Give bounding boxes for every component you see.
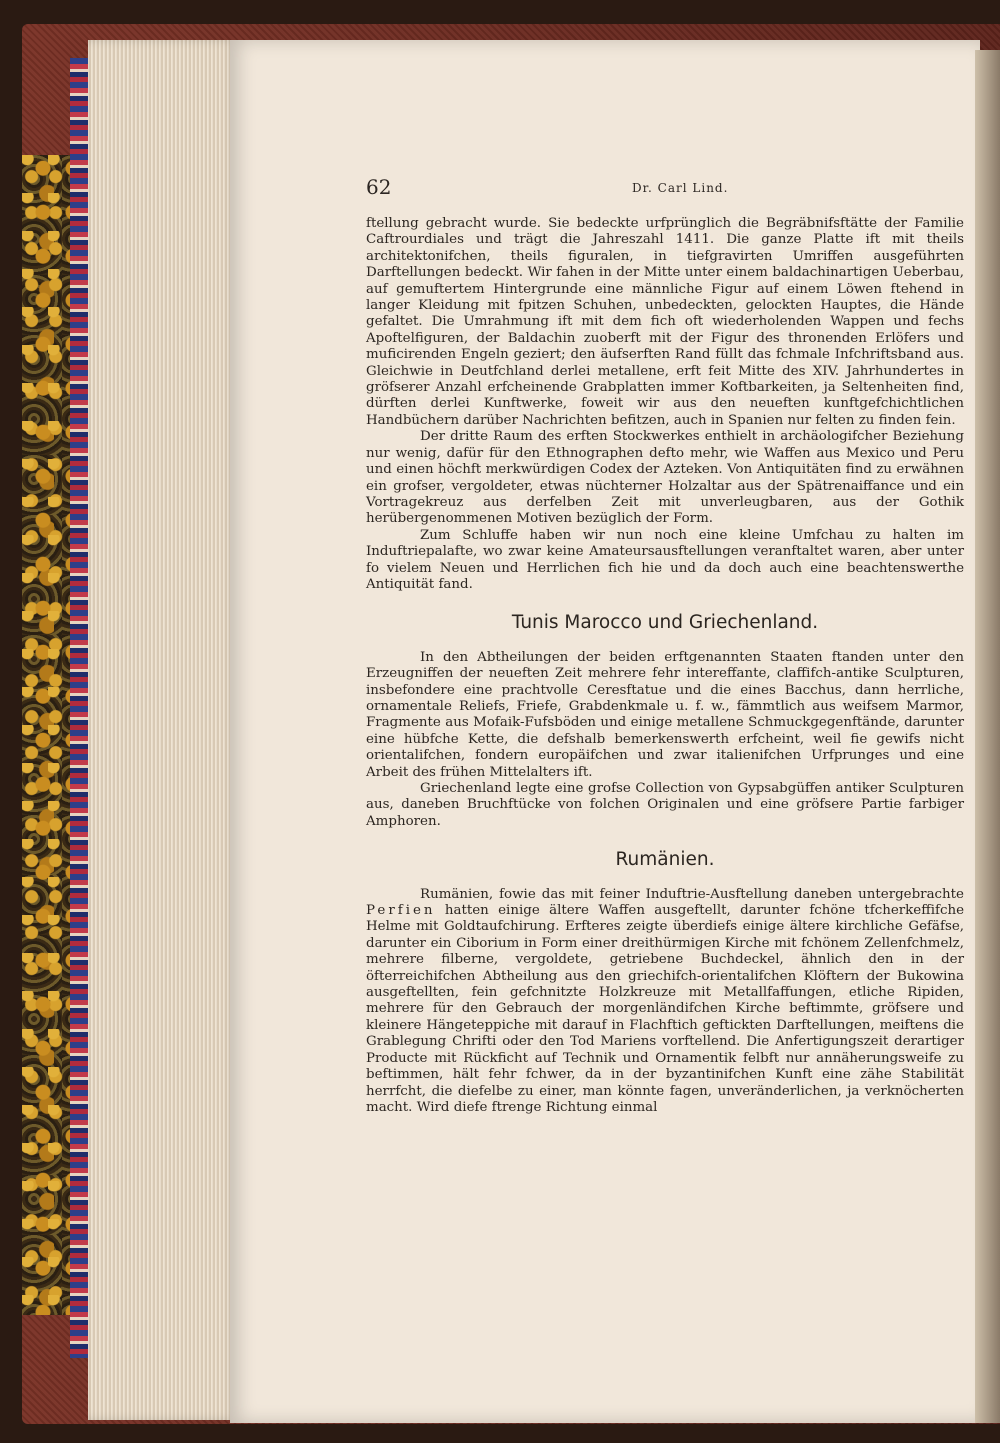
paragraph-text: Rumänien, fowie das mit feiner Induftrie-Ausftellung daneben untergebrachte <box>420 886 964 902</box>
page-stack-edge <box>88 40 238 1420</box>
page-number: 62 <box>366 175 392 199</box>
paragraph: In den Abtheilungen der beiden erftgenannten Staaten ftanden unter den Erzeugniffen der neueften Zeit mehrere fehr intereffante, claffifch-antike Sculpturen, insbefondere eine prachtvolle Ceresftatue und die eines Bacchus, dann herrliche, ornamentale Reliefs, Friefe, Grabdenkmale u. f. w., fämmtlich aus weifsem Marmor, Fragmente aus Mofaik-Fufsböden und einige metallene Schmuckgegenftände, darunter eine hübfche Kette, die defshalb bemerkenswerth erfcheint, weil fie gewifs nicht orientalifchen, fondern europäifchen und zwar italienifchen Urfprunges und eine Arbeit des frühen Mittelalters ift. <box>366 649 964 780</box>
page-header <box>366 175 966 205</box>
section-heading-tunis: Tunis Marocco und Griechenland. <box>511 612 819 634</box>
page-body <box>366 216 964 1116</box>
paragraph: ftellung gebracht wurde. Sie bedeckte urfprünglich die Begräbnifsftätte der Familie Caftrourdiales und trägt die Jahreszahl 1411. Die ganze Platte ift mit theils architektonifchen, theils figuralen, in tiefgravirten Umriffen ausgeführten Darftellungen bedeckt. Wir fahen in der Mitte unter einem baldachinartigen Ueberbau, auf gemuftertem Hintergrunde eine männliche Figur auf einem Löwen ftehend in langer Kleidung mit fpitzen Schuhen, unbedeckten, gelockten Hauptes, die Hände gefaltet. Die Umrahmung ift mit dem fich oft wiederholenden Wappen und fechs Apoftelfiguren, der Baldachin zuoberft mit der Figur des thronenden Erlöfers und muficirenden Engeln geziert; den äufserften Rand füllt das fchmale Infchriftsband aus. Gleichwie in Deutfchland derlei metallene, erft feit Mitte des XIV. Jahrhundertes in gröfserer Anzahl erfcheinende Grabplatten immer Koftbarkeiten, ja Seltenheiten find, dürften derlei Kunftwerke, foweit wir aus den neueften kunftgefchichtlichen Handbüchern darüber Nachrichten befitzen, auch in Spanien nur felten zu finden fein. <box>366 216 964 428</box>
paragraph: Griechenland legte eine grofse Collection von Gypsabgüffen antiker Sculpturen aus, daneben Bruchftücke von folchen Originalen und eine gröfsere Partie farbiger Amphoren. <box>366 781 964 829</box>
running-head: Dr. Carl Lind. <box>632 181 729 195</box>
spaced-word-persien: Perfien <box>366 903 436 919</box>
section-heading-rumaenien: Rumänien. <box>615 849 715 871</box>
paragraph-text: hatten einige ältere Waffen ausgeftellt, darunter fchöne tfcherkeffifche Helme mit Goldtaufchirung. Erfteres zeigte überdiefs einige ältere kirchliche Gefäfse, darunter ein Ciborium in Form einer dreithürmigen Kirche mit fchönem Zellenfchmelz, mehrere filberne, vergoldete, getriebene Buchdeckel, ähnlich den in der öfterreichifchen Abtheilung aus den griechifch-orientalifchen Klöftern der Bukowina ausgeftellten, fein gefchnitzte Holzkreuze mit Metallfaffungen, etliche Ripiden, mehrere für den Gebrauch der morgenländifchen Kirche beftimmte, gröfsere und kleinere Hängeteppiche mit darauf in Flachftich geftickten Darftellungen, meiftens die Grablegung Chrifti oder den Tod Mariens vorftellend. Die Anfertigungszeit derartiger Producte mit Rückficht auf Technik und Ornamentik felbft nur annäherungsweife zu beftimmen, hält fehr fchwer, da in der byzantinifchen Kunft eine zähe Stabilität herrfcht, die diefelbe zu einer, man könnte fagen, unveränderlichen, ja verknöcherten macht. Wird diefe ftrenge Richtung einmal <box>366 903 964 1115</box>
paragraph: Der dritte Raum des erften Stockwerkes enthielt in archäologifcher Beziehung nur wenig, dafür für den Ethnographen defto mehr, wie Waffen aus Mexico und Peru und einen höchft merkwürdigen Codex der Azteken. Von Antiquitäten find zu erwähnen ein grofser, vergoldeter, etwas nüchterner Holzaltar aus der Spätrenaiffance und ein Vortragekreuz aus derfelben Zeit mit unverleugbaren, aus der Gothik herübergenommenen Motiven bezüglich der Form. <box>366 429 964 527</box>
page-curl-shadow <box>975 50 1000 1423</box>
marbled-endpaper <box>22 155 74 1315</box>
paragraph <box>366 887 964 1117</box>
paragraph: Zum Schluffe haben wir nun noch eine kleine Umfchau zu halten im Induftriepalafte, wo zwar keine Amateursausftellungen veranftaltet waren, aber unter fo vielem Neuen und Herrlichen fich hie und da doch auch eine beachtenswerthe Antiquität fand. <box>366 527 964 592</box>
